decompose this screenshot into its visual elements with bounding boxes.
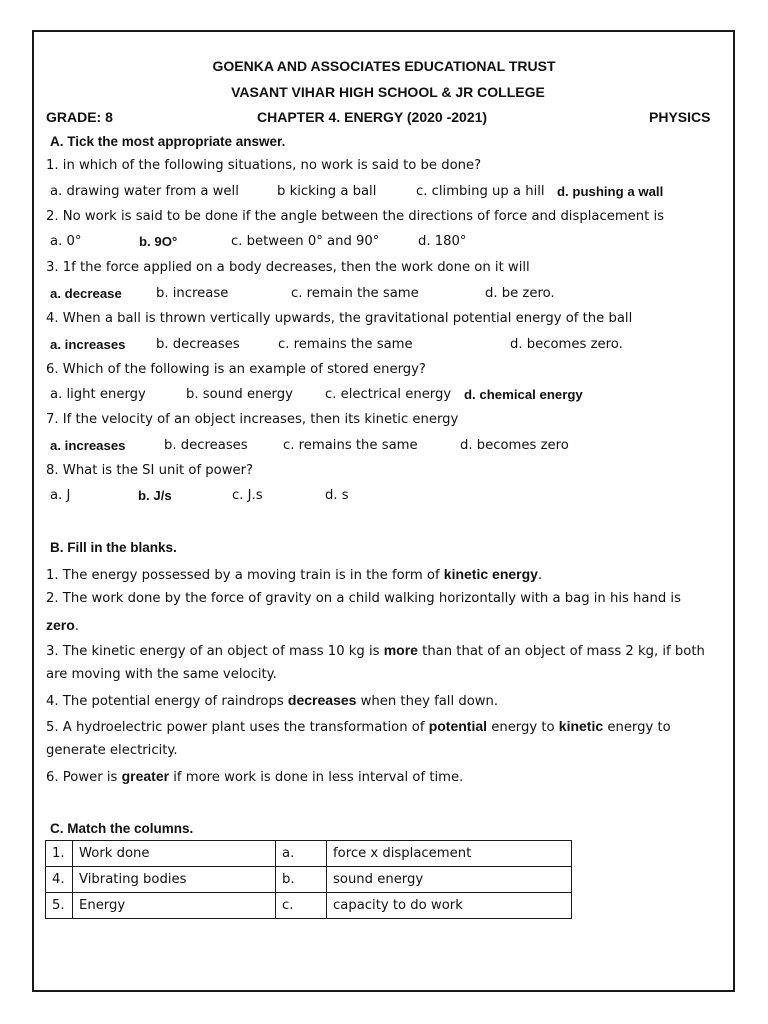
q8-option-d: d. s — [325, 488, 349, 503]
blank-6-text: 6. Power is — [46, 770, 122, 785]
section-b-title: B. Fill in the blanks. — [50, 540, 177, 555]
blank-4-end: when they fall down. — [356, 694, 499, 709]
blank-4-text: 4. The potential energy of raindrops — [46, 694, 288, 709]
blank-3-text: 3. The kinetic energy of an object of mass 10 kg is — [46, 644, 384, 659]
question-1: 1. in which of the following situations, no work is said to be done? — [46, 158, 482, 173]
q3-option-a: a. decrease — [50, 286, 122, 301]
chapter-title: CHAPTER 4. ENERGY (2020 -2021) — [257, 109, 488, 125]
q7-option-d: d. becomes zero — [460, 438, 569, 453]
question-4: 4. When a ball is thrown vertically upwards, the gravitational potential energy of the ball — [46, 311, 633, 326]
blank-5-text: 5. A hydroelectric power plant uses the transformation of — [46, 720, 429, 735]
blank-4 — [46, 692, 498, 710]
q8-option-c: c. J.s — [232, 488, 263, 503]
q6-option-a: a. light energy — [50, 387, 146, 402]
match-number: 4. — [46, 867, 73, 893]
match-row — [46, 841, 572, 867]
blank-3-line2: are moving with the same velocity. — [46, 667, 277, 682]
q1-option-d: d. pushing a wall — [557, 184, 664, 199]
blank-1-answer: kinetic energy — [443, 566, 538, 582]
blank-5 — [46, 718, 671, 736]
match-right: capacity to do work — [327, 893, 572, 919]
q4-option-c: c. remains the same — [278, 337, 413, 352]
subject-label: PHYSICS — [649, 109, 711, 125]
question-3: 3. 1f the force applied on a body decreases, then the work done on it will — [46, 260, 530, 275]
question-6: 6. Which of the following is an example of stored energy? — [46, 362, 426, 377]
q4-option-a: a. increases — [50, 337, 126, 352]
section-a-title: A. Tick the most appropriate answer. — [50, 134, 286, 149]
blank-6-answer: greater — [121, 768, 170, 784]
blank-5-answer-2: kinetic — [558, 718, 604, 734]
q3-option-d: d. be zero. — [485, 286, 555, 301]
q1-option-a: a. drawing water from a well — [50, 184, 239, 199]
blank-2: 2. The work done by the force of gravity on a child walking horizontally with a bag in his hand is — [46, 591, 681, 606]
match-number: 1. — [46, 841, 73, 867]
blank-1-end: . — [537, 568, 543, 583]
match-right: force x displacement — [327, 841, 572, 867]
blank-3-end: than that of an object of mass 2 kg, if both — [417, 644, 705, 659]
blank-1 — [46, 566, 542, 584]
match-number: 5. — [46, 893, 73, 919]
blank-2-line2 — [46, 617, 79, 635]
q8-option-a: a. J — [50, 488, 71, 503]
match-right: sound energy — [327, 867, 572, 893]
match-row — [46, 867, 572, 893]
q7-option-c: c. remains the same — [283, 438, 418, 453]
match-left: Work done — [73, 841, 276, 867]
section-c-title: C. Match the columns. — [50, 821, 194, 836]
match-row — [46, 893, 572, 919]
trust-name: GOENKA AND ASSOCIATES EDUCATIONAL TRUST — [212, 58, 556, 74]
match-left: Energy — [73, 893, 276, 919]
blank-5-answer: potential — [428, 718, 488, 734]
q4-option-b: b. decreases — [156, 337, 240, 352]
q6-option-c: c. electrical energy — [325, 387, 452, 402]
match-left: Vibrating bodies — [73, 867, 276, 893]
question-8: 8. What is the SI unit of power? — [46, 463, 254, 478]
q7-option-a: a. increases — [50, 438, 126, 453]
q2-option-c: c. between 0° and 90° — [231, 234, 380, 249]
blank-2-end: . — [74, 619, 79, 634]
match-key: a. — [276, 841, 327, 867]
q3-option-b: b. increase — [156, 286, 229, 301]
q7-option-b: b. decreases — [164, 438, 248, 453]
match-key: c. — [276, 893, 327, 919]
q1-option-b: b kicking a ball — [277, 184, 377, 199]
blank-1-text: 1. The energy possessed by a moving train is in the form of — [46, 568, 444, 583]
q3-option-c: c. remain the same — [291, 286, 419, 301]
blank-3-answer: more — [383, 642, 418, 658]
blank-5-end: energy to — [603, 720, 671, 735]
blank-6 — [46, 768, 463, 786]
q4-option-d: d. becomes zero. — [510, 337, 623, 352]
q6-option-b: b. sound energy — [186, 387, 293, 402]
question-2: 2. No work is said to be done if the angle between the directions of force and displacement is — [46, 209, 665, 224]
blank-2-answer: zero — [46, 617, 75, 633]
blank-3 — [46, 642, 705, 660]
q8-option-b: b. J/s — [138, 488, 172, 503]
grade-label: GRADE: 8 — [46, 109, 113, 125]
q2-option-a: a. 0° — [50, 234, 82, 249]
q2-option-b: b. 9O° — [139, 234, 178, 249]
question-7: 7. If the velocity of an object increases, then its kinetic energy — [46, 412, 459, 427]
blank-6-end: if more work is done in less interval of time. — [169, 770, 464, 785]
match-table — [45, 840, 572, 919]
q1-option-c: c. climbing up a hill — [416, 184, 545, 199]
blank-4-answer: decreases — [287, 692, 357, 708]
school-name: VASANT VIHAR HIGH SCHOOL & JR COLLEGE — [231, 84, 545, 100]
blank-5-mid: energy to — [487, 720, 559, 735]
blank-5-line2: generate electricity. — [46, 743, 178, 758]
match-key: b. — [276, 867, 327, 893]
q2-option-d: d. 180° — [418, 234, 467, 249]
q6-option-d: d. chemical energy — [464, 387, 583, 402]
